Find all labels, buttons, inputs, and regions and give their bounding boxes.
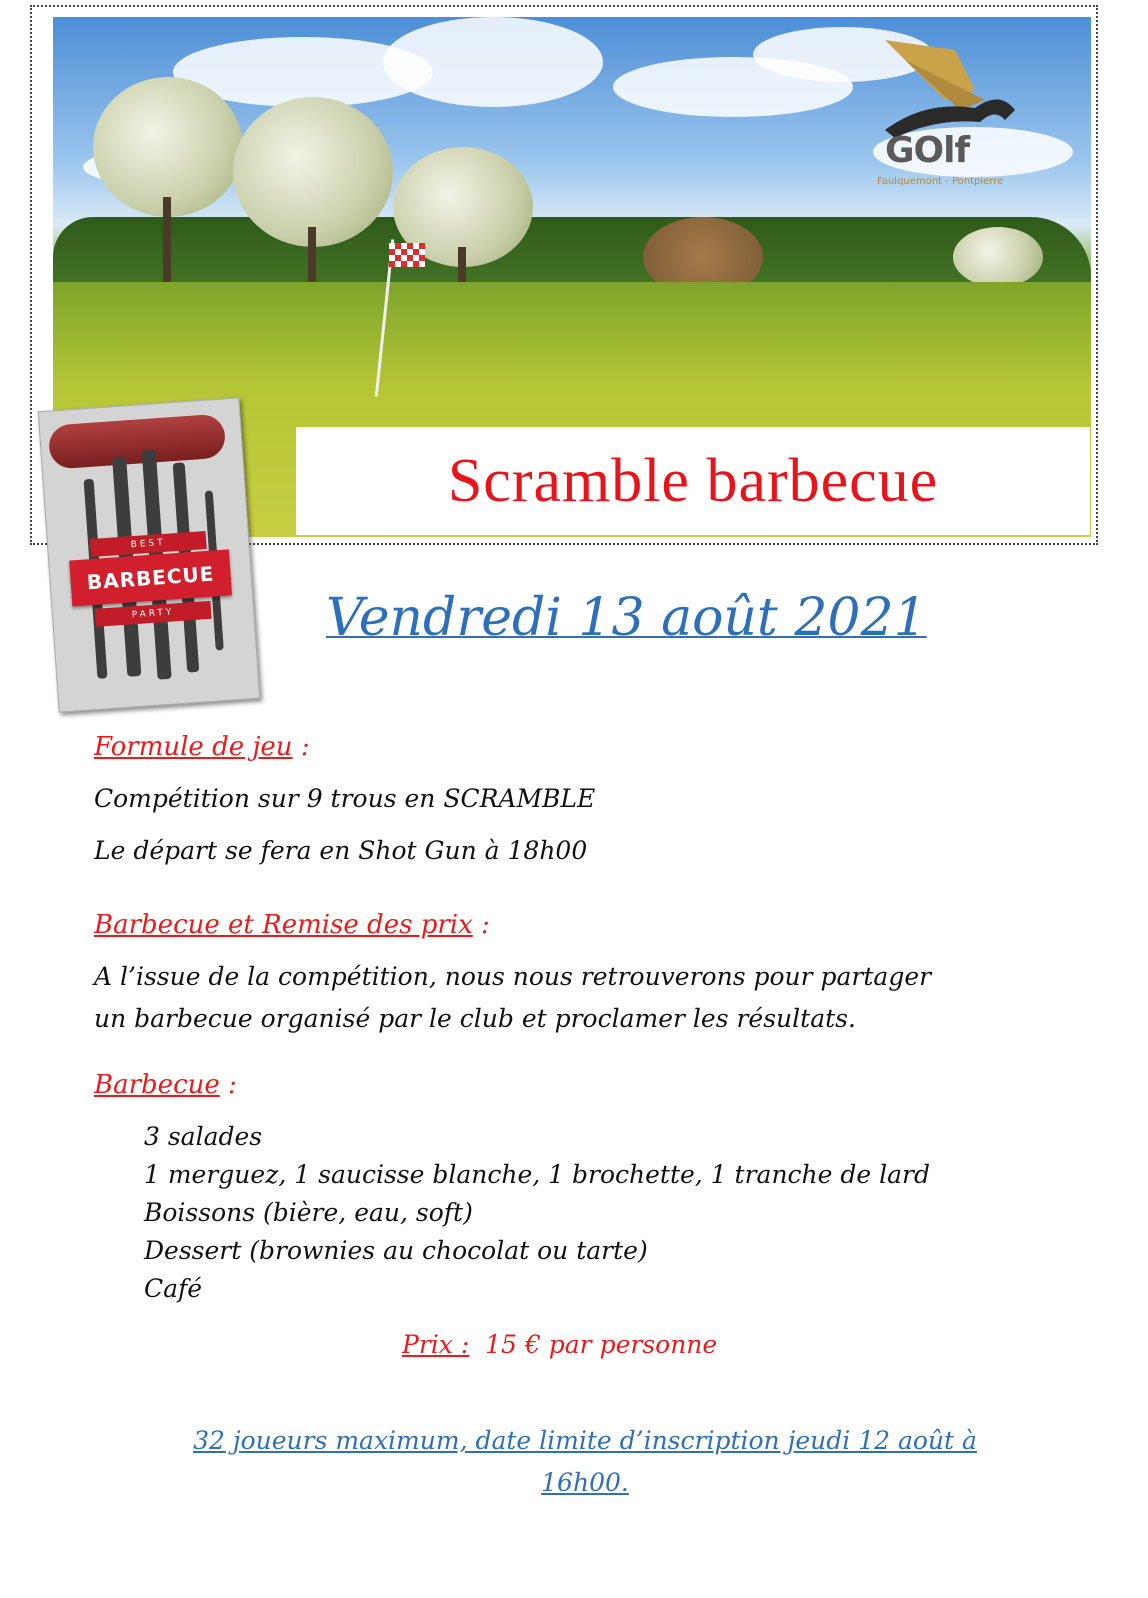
price-value: 15 € par personne xyxy=(485,1330,718,1359)
remise-line-2: un barbecue organisé par le club et proclamer les résultats. xyxy=(94,1004,856,1033)
registration-note xyxy=(120,1420,1050,1504)
eagle-logo-icon xyxy=(865,30,1025,140)
menu-item: 3 salades xyxy=(144,1122,263,1151)
barbecue-banner: BARBECUE xyxy=(69,549,232,606)
barbecue-party-card xyxy=(38,397,261,712)
barbecue-heading: Barbecue : xyxy=(94,1070,237,1100)
golf-logo xyxy=(865,30,1025,200)
menu-item: Boissons (bière, eau, soft) xyxy=(144,1198,473,1227)
registration-line-1: 32 joueurs maximum, date limite d’inscription jeudi 12 août à xyxy=(193,1426,977,1455)
price-label: Prix : xyxy=(402,1330,470,1359)
sausage-icon xyxy=(48,413,227,469)
remise-line-1: A l’issue de la compétition, nous nous retrouverons pour partager xyxy=(94,962,932,991)
menu-item: Dessert (brownies au chocolat ou tarte) xyxy=(144,1236,648,1265)
formule-line-2: Le départ se fera en Shot Gun à 18h00 xyxy=(94,836,588,865)
banner-bottom: PARTY xyxy=(95,601,212,627)
title-box xyxy=(296,427,1090,535)
menu-item: 1 merguez, 1 saucisse blanche, 1 brochette, 1 tranche de lard xyxy=(144,1160,930,1189)
formule-heading: Formule de jeu : xyxy=(94,732,310,762)
logo-subtitle: Faulquemont - Pontpierre xyxy=(877,176,1004,187)
checkered-flag-icon xyxy=(389,243,425,267)
page-title: Scramble barbecue xyxy=(447,446,939,515)
banner-top: BEST xyxy=(90,531,207,557)
price-line xyxy=(402,1330,717,1359)
registration-line-2: 16h00. xyxy=(541,1468,629,1497)
remise-heading: Barbecue et Remise des prix : xyxy=(94,910,490,940)
formule-line-1: Compétition sur 9 trous en SCRAMBLE xyxy=(94,784,596,813)
event-date: Vendredi 13 août 2021 xyxy=(326,588,927,648)
logo-text: GOlf xyxy=(885,130,970,171)
menu-item: Café xyxy=(144,1274,203,1303)
